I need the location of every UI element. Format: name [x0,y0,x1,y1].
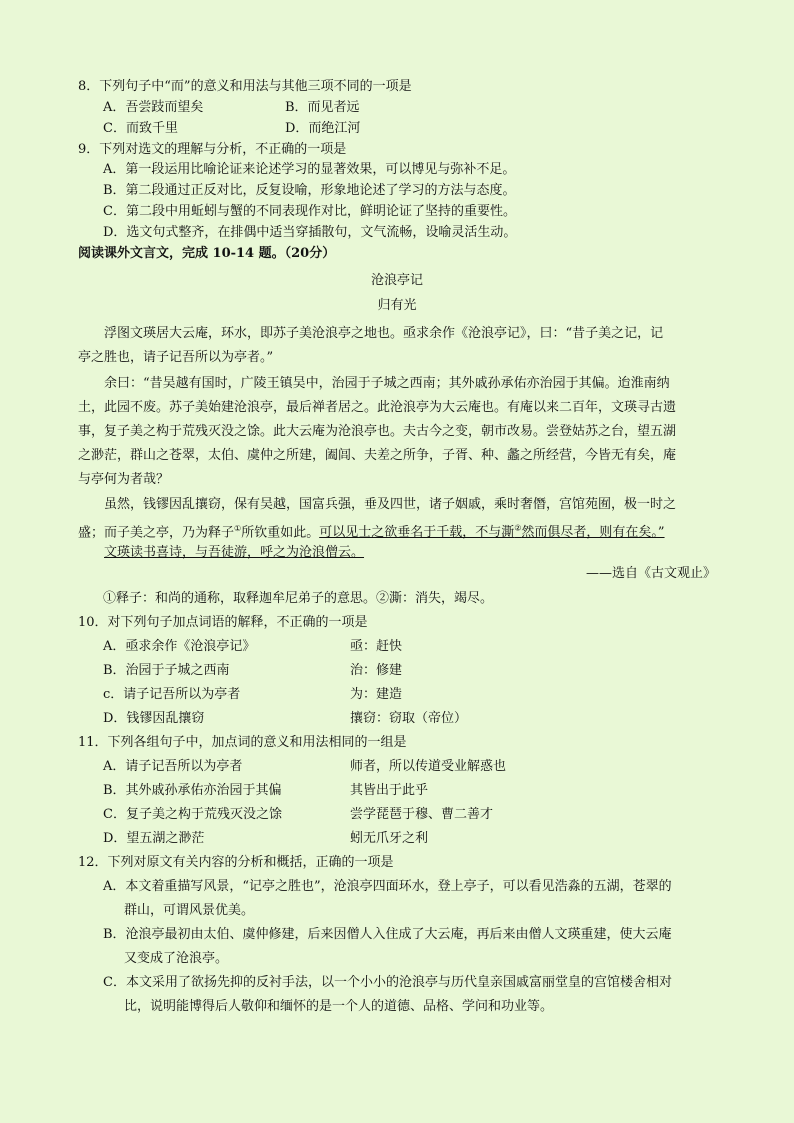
question-12-stem: 12．下列对原文有关内容的分析和概括，正确的一项是 [78,855,394,870]
underlined-sentence-part2: 文瑛读书喜诗，与吾徒游，呼之为沧浪僧云。 [104,545,365,560]
question-10-option-c: c．请子记吾所以为亭者 [103,687,241,702]
passage-p3-text-b: 所钦重如此。 [241,525,320,541]
question-11-option-a: A．请子记吾所以为亭者 [103,759,243,774]
footnote-marker-2: ② [514,524,522,533]
question-11-option-d: D．望五湖之渺茫 [103,831,205,846]
underlined-sentence-part1 [319,525,664,540]
question-8-option-d: D．而绝江河 [285,121,361,136]
passage-p2-line5: 与亭何为者哉？ [78,472,170,487]
question-11-option-b-pair: 其皆出于此乎 [350,783,429,798]
question-9-stem: 9．下列对选文的理解与分析，不正确的一项是 [78,142,347,157]
passage-p2-line3: 事，复子美之构于荒残灭没之馀。此大云庵为沧浪亭也。夫古今之变，朝市改易。尝登姑苏之台，望五湖 [78,424,677,439]
passage-p3-text-d: 然而俱尽者，则有在矣。” [521,525,665,541]
question-11-option-d-pair: 蚓无爪牙之利 [350,831,429,846]
passage-source: ——选自《古文观止》 [585,566,716,581]
passage-p3-line1: 虽然，钱镠因乱攘窃，保有吴越，国富兵强，垂及四世，诸子姻戚，乘时奢僭，宫馆苑囿，极一时之 [104,497,677,512]
passage-p2-line2: 土，此园不废。苏子美始建沧浪亭，最后禅者居之。此沧浪亭为大云庵也。有庵以来二百年，文瑛寻古遗 [78,400,677,415]
footnote-marker-1: ① [234,524,242,533]
question-8-option-b: B．而见者远 [285,100,360,115]
question-11-option-a-pair: 师者，所以传道受业解惑也 [350,759,507,774]
question-11-stem: 11．下列各组句子中，加点词的意义和用法相同的一组是 [78,735,407,750]
question-11-option-c-pair: 尝学琵琶于穆、曹二善才 [350,807,494,822]
question-11-option-b: B．其外戚孙承佑亦治园于其偏 [103,783,282,798]
question-9-option-a: A．第一段运用比喻论证来论述学习的显著效果，可以博见与弥补不足。 [103,162,516,177]
passage-p3-text-c: 可以见士之欲垂名于千载，不与澌 [319,525,515,541]
passage-p1-line2: 亭之胜也，请子记吾所以为亭者。” [78,350,274,365]
question-12-option-c-line2: 比，说明能博得后人敬仰和缅怀的是一个人的道德、品格、学问和功业等。 [124,999,554,1014]
question-10-option-a: A．亟求余作《沧浪亭记》 [103,639,256,654]
question-10-stem: 10．对下列句子加点词语的解释，不正确的一项是 [78,615,368,630]
question-9-option-b: B．第二段通过正反对比，反复设喻，形象地论述了学习的方法与态度。 [103,183,516,198]
question-10-option-b-gloss: 治：修建 [350,663,403,678]
question-10-option-c-gloss: 为：建造 [350,687,403,702]
passage-p1-line1: 浮图文瑛居大云庵，环水，即苏子美沧浪亭之地也。亟求余作《沧浪亭记》，曰：“昔子美之记，记 [104,326,664,341]
question-8-option-c: C．而致千里 [103,121,178,136]
passage-author: 归有光 [377,298,417,313]
question-12-option-b-line1: B．沧浪亭最初由太伯、虞仲修建，后来因僧人入住成了大云庵，再后来由僧人文瑛重建，使大云庵 [103,927,672,942]
question-8-option-a: A．吾尝跂而望矣 [103,100,204,115]
passage-p3-text-a: 盛；而子美之亭，乃为释子 [78,525,235,541]
passage-p2-line4: 之渺茫，群山之苍翠，太伯、虞仲之所建，阖闾、夫差之所争，子胥、种、蠡之所经营，今皆无有矣，庵 [78,448,677,463]
passage-notes: ①释子：和尚的通称，取释迦牟尼弟子的意思。②澌：消失，竭尽。 [103,591,494,606]
question-9-option-c: C．第二段中用蚯蚓与蟹的不同表现作对比，鲜明论证了坚持的重要性。 [103,204,516,219]
question-10-option-d: D．钱镠因乱攘窃 [103,711,205,726]
question-10-option-a-gloss: 亟：赶快 [350,639,403,654]
section-heading: 阅读课外文言文，完成 10-14 题。（20分） [78,246,336,261]
question-10-option-d-gloss: 攘窃：窃取（帝位） [350,711,468,726]
question-12-option-c-line1: C．本文采用了欲扬先抑的反衬手法，以一个小小的沧浪亭与历代皇亲国戚富丽堂皇的宫馆楼舍相对 [103,975,672,990]
question-10-option-b: B．治园于子城之西南 [103,663,230,678]
question-9-option-d: D．选文句式整齐，在排偶中适当穿插散句，文气流畅，设喻灵活生动。 [103,225,517,240]
question-11-option-c: C．复子美之构于荒残灭没之馀 [103,807,282,822]
question-12-option-b-line2: 又变成了沧浪亭。 [124,951,229,966]
question-12-option-a-line2: 群山，可谓风景优美。 [124,903,255,918]
question-12-option-a-line1: A．本文着重描写风景，“记亭之胜也”，沧浪亭四面环水，登上亭子，可以看见浩淼的五湖，苍翠的 [103,879,672,894]
passage-p2-line1: 余曰：“昔吴越有国时，广陵王镇吴中，治园于子城之西南；其外戚孙承佑亦治园于其偏。迨淮南纳 [104,376,670,391]
passage-title: 沧浪亭记 [370,273,423,288]
passage-p3-line2 [78,517,718,541]
question-8-stem: 8．下列句子中“而”的意义和用法与其他三项不同的一项是 [78,79,412,94]
